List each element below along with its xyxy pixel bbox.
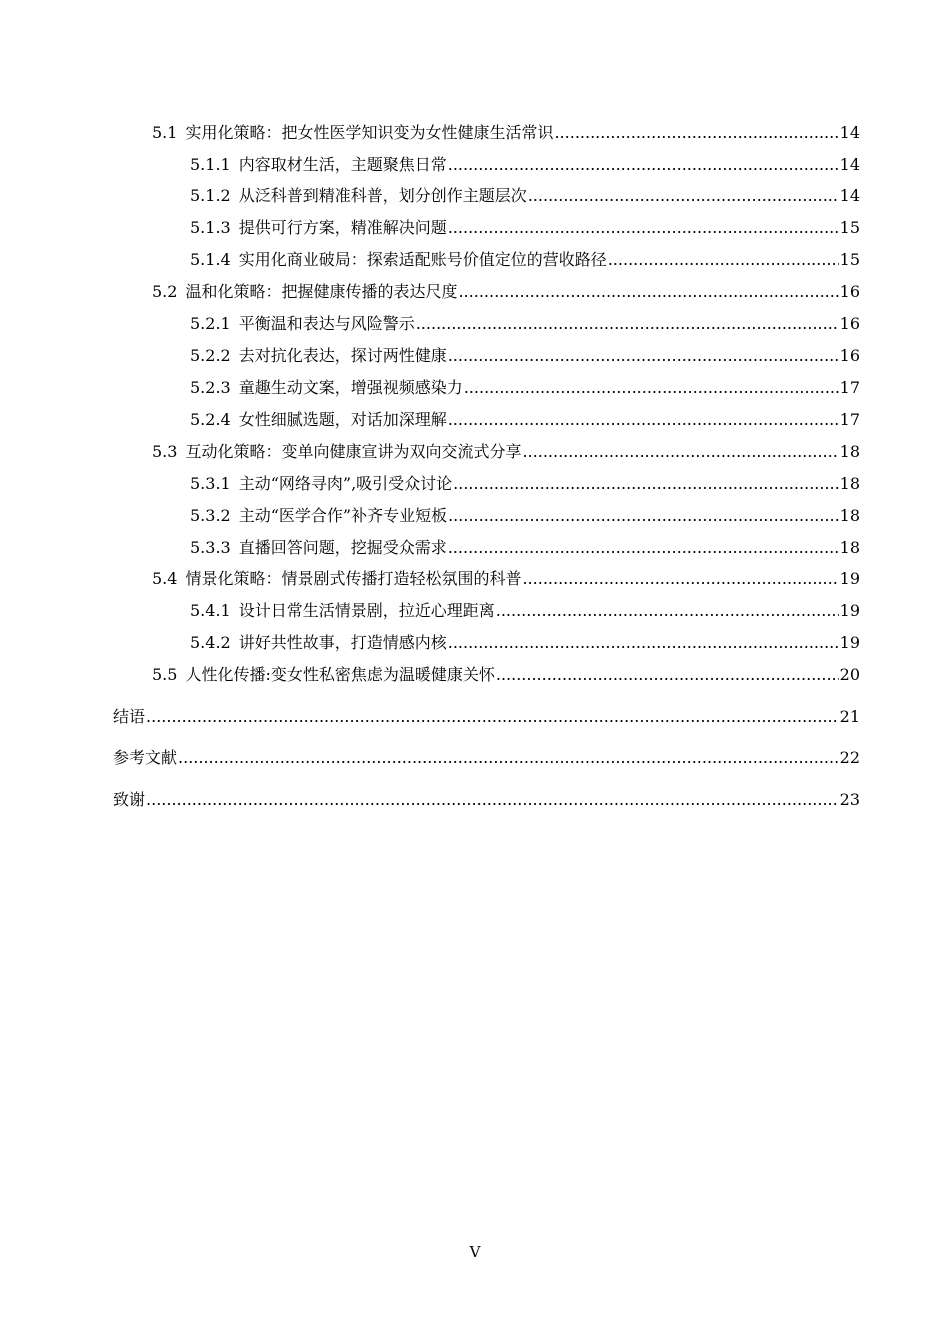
toc-entry-number: 5.2 <box>152 282 178 301</box>
toc-entry-number: 5.5 <box>152 665 178 684</box>
toc-entry-title: 主动“网络寻肉”,吸引受众讨论 <box>238 474 453 493</box>
toc-leader-dots <box>178 747 839 769</box>
toc-leader-dots <box>522 441 838 463</box>
toc-entry-number: 5.1.1 <box>190 155 231 174</box>
toc-entry-title: 致谢 <box>113 790 146 809</box>
toc-entry-number: 5.3.3 <box>190 538 231 557</box>
toc-entry-number: 5.2.4 <box>190 410 231 429</box>
toc-leader-dots <box>528 185 839 207</box>
toc-entry-page: 16 <box>839 346 860 365</box>
toc-entry-acknowledgements[interactable] <box>113 789 860 811</box>
toc-entry-5-1-2[interactable] <box>190 185 860 207</box>
page-number: V <box>469 1243 481 1261</box>
toc-leader-dots <box>146 706 839 728</box>
toc-entry-5-3-2[interactable] <box>190 505 860 527</box>
toc-leader-dots <box>146 789 839 811</box>
toc-entry-page: 22 <box>839 748 860 767</box>
toc-entry-title: 温和化策略：把握健康传播的表达尺度 <box>185 282 458 301</box>
toc-entry-number: 5.4 <box>152 569 178 588</box>
toc-leader-dots <box>496 600 839 622</box>
toc-entry-page: 14 <box>839 186 860 205</box>
toc-entry-page: 16 <box>839 314 860 333</box>
toc-entry-conclusion[interactable] <box>113 706 860 728</box>
toc-entry-5-2-1[interactable] <box>190 313 860 335</box>
toc-entry-5-3-1[interactable] <box>190 473 860 495</box>
toc-leader-dots <box>608 249 839 271</box>
toc-leader-dots <box>448 537 839 559</box>
toc-entry-page: 17 <box>839 378 860 397</box>
toc-leader-dots <box>448 345 839 367</box>
toc-entry-page: 18 <box>839 474 860 493</box>
toc-entry-5-4[interactable] <box>152 568 860 590</box>
toc-entry-5-2[interactable] <box>152 281 860 303</box>
toc-entry-title: 从泛科普到精准科普，划分创作主题层次 <box>238 186 527 205</box>
toc-entry-title: 主动“医学合作”补齐专业短板 <box>238 506 448 525</box>
toc-leader-dots <box>448 217 839 239</box>
toc-entry-title: 互动化策略：变单向健康宣讲为双向交流式分享 <box>185 442 522 461</box>
toc-entry-number: 5.4.2 <box>190 633 231 652</box>
toc-entry-title: 去对抗化表达，探讨两性健康 <box>238 346 447 365</box>
toc-entry-page: 21 <box>839 707 860 726</box>
toc-entry-number: 5.1.3 <box>190 218 231 237</box>
toc-entry-page: 19 <box>839 633 860 652</box>
toc-entry-page: 18 <box>839 506 860 525</box>
toc-entry-5-3-3[interactable] <box>190 537 860 559</box>
toc-entry-title: 参考文献 <box>113 748 178 767</box>
toc-entry-5-4-2[interactable] <box>190 632 860 654</box>
toc-leader-dots <box>522 568 838 590</box>
toc-leader-dots <box>554 122 838 144</box>
toc-entry-5-2-3[interactable] <box>190 377 860 399</box>
toc-leader-dots <box>496 664 839 686</box>
toc-entry-number: 5.1.2 <box>190 186 231 205</box>
toc-entry-5-1-4[interactable] <box>190 249 860 271</box>
toc-entry-title: 女性细腻选题，对话加深理解 <box>238 410 447 429</box>
toc-entry-page: 19 <box>839 601 860 620</box>
toc-leader-dots <box>453 473 838 495</box>
toc-entry-number: 5.3.1 <box>190 474 231 493</box>
toc-entry-number: 5.2.1 <box>190 314 231 333</box>
toc-entry-title: 人性化传播:变女性私密焦虑为温暖健康关怀 <box>185 665 495 684</box>
toc-entry-number: 5.3.2 <box>190 506 231 525</box>
toc-leader-dots <box>464 377 839 399</box>
toc-entry-5-2-4[interactable] <box>190 409 860 431</box>
toc-entry-title: 实用化策略：把女性医学知识变为女性健康生活常识 <box>185 123 554 142</box>
toc-leader-dots <box>416 313 839 335</box>
toc-entry-page: 23 <box>839 790 860 809</box>
toc-entry-page: 18 <box>839 442 860 461</box>
toc-entry-page: 16 <box>839 282 860 301</box>
toc-entry-title: 情景化策略：情景剧式传播打造轻松氛围的科普 <box>185 569 522 588</box>
toc-entry-title: 童趣生动文案，增强视频感染力 <box>238 378 463 397</box>
toc-leader-dots <box>448 409 839 431</box>
toc-entry-number: 5.4.1 <box>190 601 231 620</box>
toc-entry-references[interactable] <box>113 747 860 769</box>
toc-entry-title: 提供可行方案，精准解决问题 <box>238 218 447 237</box>
toc-entry-page: 14 <box>839 155 860 174</box>
toc-entry-title: 讲好共性故事，打造情感内核 <box>238 633 447 652</box>
toc-entry-5-5[interactable] <box>152 664 860 686</box>
toc-entry-5-2-2[interactable] <box>190 345 860 367</box>
toc-entry-title: 结语 <box>113 707 146 726</box>
toc-entry-number: 5.1.4 <box>190 250 231 269</box>
toc-entry-5-3[interactable] <box>152 441 860 463</box>
toc-leader-dots <box>448 154 839 176</box>
toc-entry-5-4-1[interactable] <box>190 600 860 622</box>
toc-entry-5-1-3[interactable] <box>190 217 860 239</box>
toc-leader-dots <box>458 281 838 303</box>
toc-entry-page: 14 <box>839 123 860 142</box>
toc-entry-page: 15 <box>839 218 860 237</box>
toc-leader-dots <box>448 632 839 654</box>
toc-entry-page: 19 <box>839 569 860 588</box>
toc-leader-dots <box>448 505 839 527</box>
toc-entry-number: 5.2.3 <box>190 378 231 397</box>
toc-entry-title: 设计日常生活情景剧，拉近心理距离 <box>238 601 495 620</box>
toc-entry-number: 5.2.2 <box>190 346 231 365</box>
toc-entry-page: 17 <box>839 410 860 429</box>
toc-entry-title: 内容取材生活，主题聚焦日常 <box>238 155 447 174</box>
toc-entry-5-1-1[interactable] <box>190 154 860 176</box>
toc-entry-page: 20 <box>839 665 860 684</box>
toc-entry-title: 实用化商业破局：探索适配账号价值定位的营收路径 <box>238 250 607 269</box>
toc-entry-title: 直播回答问题，挖掘受众需求 <box>238 538 447 557</box>
toc-entry-number: 5.3 <box>152 442 178 461</box>
toc-entry-page: 18 <box>839 538 860 557</box>
toc-entry-number: 5.1 <box>152 123 178 142</box>
toc-entry-title: 平衡温和表达与风险警示 <box>238 314 415 333</box>
toc-entry-page: 15 <box>839 250 860 269</box>
toc-entry-5-1[interactable] <box>152 122 860 144</box>
